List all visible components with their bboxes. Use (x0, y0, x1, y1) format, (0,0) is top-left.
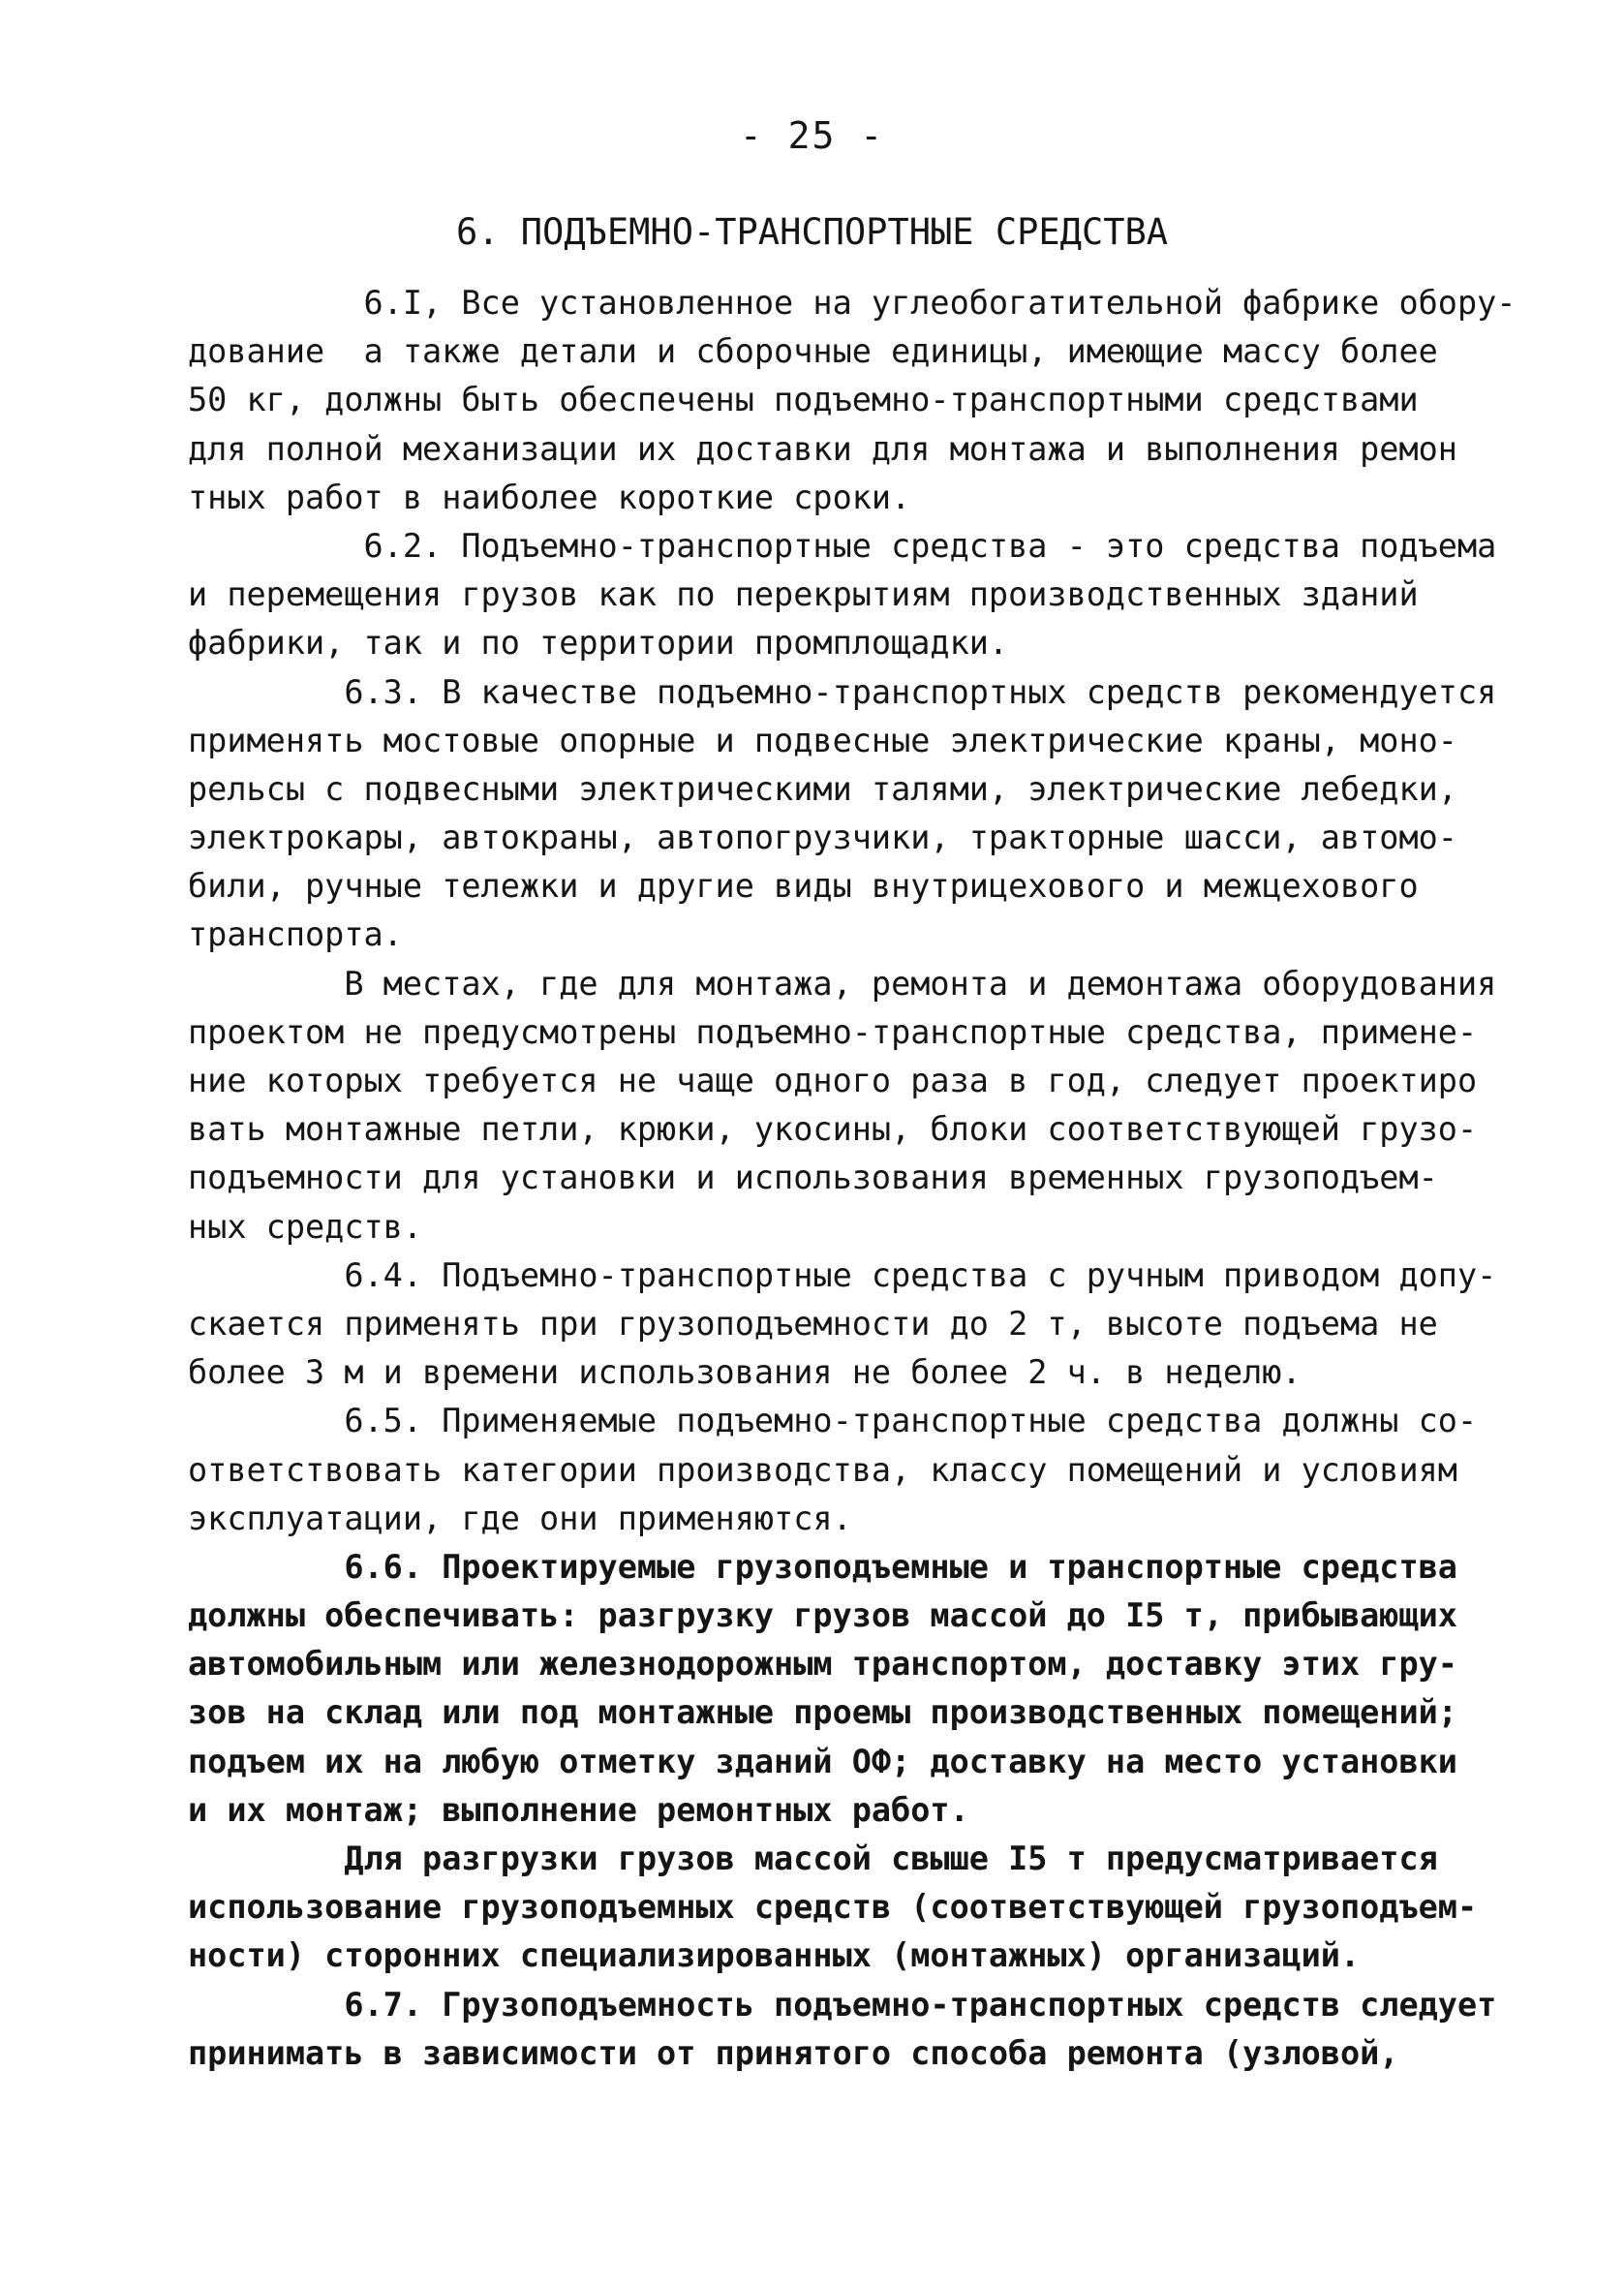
text-line: 6.7. Грузоподъемность подъемно-транспортных средств следует (188, 1985, 1497, 2024)
text-line: дование а также детали и сборочные единицы, имеющие массу более (188, 332, 1438, 371)
text-line: 6.2. Подъемно-транспортные средства - это средства подъема (188, 526, 1497, 565)
body-text (188, 279, 1517, 2078)
text-line: 6.6. Проектируемые грузоподъемные и транспортные средства (188, 1547, 1457, 1586)
text-line: 6.4. Подъемно-транспортные средства с ручным приводом допу- (188, 1255, 1497, 1294)
text-line: для полной механизации их доставки для монтажа и выполнения ремон (188, 429, 1457, 468)
text-line: зов на склад или под монтажные проемы производственных помещений; (188, 1693, 1457, 1732)
text-line: рельсы с подвесными электрическими талями, электрические лебедки, (188, 769, 1457, 808)
text-line: 6.5. Применяемые подъемно-транспортные средства должны со- (188, 1402, 1478, 1440)
text-line: автомобильным или железнодорожным транспортом, доставку этих гру- (188, 1645, 1457, 1684)
text-line: 6.I, Все установленное на углеобогатительной фабрике обору- (188, 284, 1517, 322)
section-title: 6. ПОДЪЕМНО-ТРАНСПОРТНЫЕ СРЕДСТВА (455, 211, 1169, 253)
text-line: ных средств. (188, 1207, 423, 1246)
text-line: били, ручные тележки и другие виды внутрицехового и межцехового (188, 867, 1419, 906)
text-line: 50 кг, должны быть обеспечены подъемно-транспортными средствами (188, 381, 1419, 419)
text-line: эксплуатации, где они применяются. (188, 1499, 852, 1537)
text-line: ности) сторонних специализированных (монтажных) организаций. (188, 1936, 1361, 1975)
text-line: более 3 м и времени использования не более 2 ч. в неделю. (188, 1353, 1302, 1392)
text-line: проектом не предусмотрены подъемно-транспортные средства, примене- (188, 1012, 1478, 1051)
text-line: В местах, где для монтажа, ремонта и демонтажа оборудования (188, 964, 1497, 1003)
text-line: тных работ в наиболее короткие сроки. (188, 478, 911, 516)
text-line: ние которых требуется не чаще одного раза в год, следует проектиро (188, 1062, 1478, 1099)
text-line: Для разгрузки грузов массой свыше I5 т предусматривается (188, 1840, 1438, 1877)
text-line: использование грузоподъемных средств (соответствующей грузоподъем- (188, 1888, 1478, 1927)
text-line: принимать в зависимости от принятого способа ремонта (узловой, (188, 2033, 1399, 2072)
text-line: подъемности для установки и использования временных грузоподъем- (188, 1159, 1438, 1197)
page-number: - 25 - (739, 114, 885, 157)
text-line: скается применять при грузоподъемности до 2 т, высоте подъема не (188, 1304, 1438, 1343)
text-line: подъем их на любую отметку зданий ОФ; доставку на место установки (188, 1742, 1457, 1780)
text-line: электрокары, автокраны, автопогрузчики, тракторные шасси, автомо- (188, 819, 1457, 857)
text-line: транспорта. (188, 915, 403, 954)
text-line: применять мостовые опорные и подвесные электрические краны, моно- (188, 721, 1457, 759)
text-line: и их монтаж; выполнение ремонтных работ. (188, 1790, 969, 1829)
text-line: вать монтажные петли, крюки, укосины, блоки соответствующей грузо- (188, 1110, 1478, 1149)
text-line: ответствовать категории производства, классу помещений и условиям (188, 1450, 1457, 1489)
text-line: фабрики, так и по территории промплощадки. (188, 624, 1009, 663)
text-line: должны обеспечивать: разгрузку грузов массой до I5 т, прибывающих (188, 1596, 1457, 1635)
text-line: 6.3. В качестве подъемно-транспортных средств рекомендуется (188, 672, 1497, 711)
text-line: и перемещения грузов как по перекрытиям производственных зданий (188, 575, 1419, 614)
